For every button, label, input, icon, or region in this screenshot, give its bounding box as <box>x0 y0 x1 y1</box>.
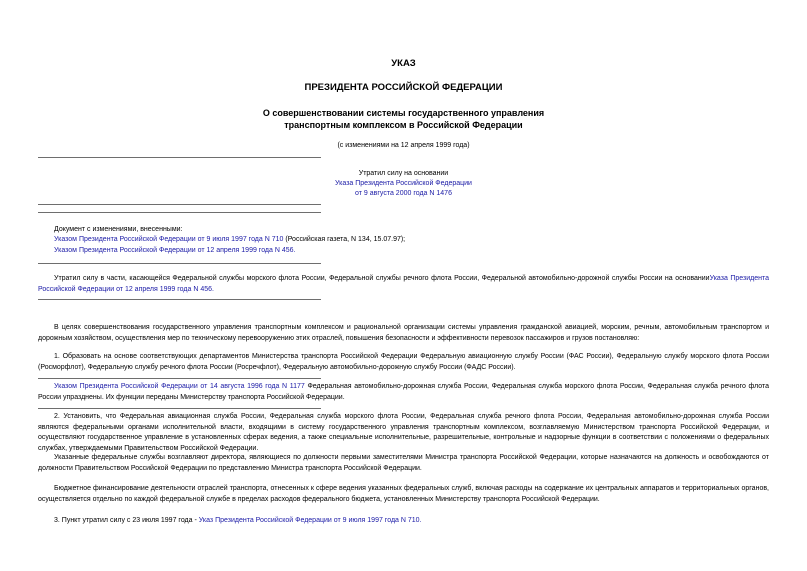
item-3-text: 3. Пункт утратил силу с 23 июля 1997 года - <box>54 517 199 524</box>
divider <box>38 408 321 409</box>
divider <box>38 204 321 205</box>
note-1-paragraph <box>38 382 769 403</box>
preamble-paragraph: В целях совершенствования государственного управления транспортным комплексом и рациональной организации системы управления гражданской авиацией, морским, речным, автомобильным транспортом и дорожным хозяйством, осуществления мер по техническому перевооружению этих отраслей, повышения безопасности и эффективности перевозок пассажиров и грузов постановляю: <box>38 324 769 342</box>
partial-void-text: Утратил силу в части, касающейся Федеральной службы морского флота России, Федеральной службы речного флота России, Федеральной автомобильно-дорожной службы России на основании <box>54 275 710 282</box>
item-1-paragraph: 1. Образовать на основе соответствующих департаментов Министерства транспорта Российской Федерации Федеральную авиационную службу России (ФАС России), Федеральную службу морского флота России (Росморфлот), Федеральную службу речного флота России (Росречфлот), Федеральную автомобильно-дорожную службу России (ФАДС России). <box>38 353 769 371</box>
void-notice-link-2[interactable]: от 9 августа 2000 года N 1476 <box>355 190 452 197</box>
title-line-2: транспортным комплексом в Российской Федерации <box>284 120 523 130</box>
amended-doc-item-1-source: (Российская газета, N 134, 15.07.97); <box>283 236 406 243</box>
divider <box>38 212 321 213</box>
president-heading: ПРЕЗИДЕНТА РОССИЙСКОЙ ФЕДЕРАЦИИ <box>304 82 503 93</box>
note-1-link[interactable]: Указом Президента Российской Федерации от 14 августа 1996 года N 1177 <box>54 383 305 390</box>
amended-doc-item-1 <box>54 236 405 243</box>
amended-doc-link-1[interactable]: Указом Президента Российской Федерации от 9 июля 1997 года N 710 <box>54 236 284 243</box>
amended-doc-label: Документ с изменениями, внесенными: <box>54 226 183 233</box>
divider <box>38 263 321 264</box>
item-3-link[interactable]: Указ Президента Российской Федерации от 9 июля 1997 года N 710. <box>198 517 422 524</box>
partial-void-notice <box>38 274 769 295</box>
partial-void-link[interactable]: Указа Президента Российской Федерации от 12 апреля 1999 года N 456. <box>38 275 770 293</box>
divider <box>38 299 321 300</box>
note-1-text: Федеральная автомобильно-дорожная служба России, Федеральная служба морского флота России, Федеральная служба речного флота России упразднены. Их функции переданы Министерству транспорта Российской Федерации. <box>38 383 769 401</box>
amendments-note: (с изменениями на 12 апреля 1999 года) <box>337 142 470 149</box>
void-notice-link-1[interactable]: Указа Президента Российской Федерации <box>335 180 472 187</box>
decree-heading: УКАЗ <box>391 58 416 69</box>
divider <box>38 378 321 379</box>
title-line-1: О совершенствовании системы государственного управления <box>262 108 545 118</box>
item-2-paragraph-2: Указанные федеральные службы возглавляют директора, являющиеся по должности первыми заместителями Министра транспорта Российской Федерации, которые назначаются на должность и освобождаются от должности Правительством Российской Федерации по представлению Министра транспорта Российской Федерации. <box>38 454 769 472</box>
amended-doc-link-2[interactable]: Указом Президента Российской Федерации от 12 апреля 1999 года N 456. <box>54 247 296 254</box>
item-2-paragraph-3: Бюджетное финансирование деятельности отраслей транспорта, отнесенных к сфере ведения указанных федеральных служб, включая расходы на содержание их центральных аппаратов и территориальных органов, осуществляется отдельно по каждой федеральной службе в пределах расходов федерального бюджета, установленных Министерству транспорта Российской Федерации. <box>38 485 769 503</box>
divider <box>38 157 321 158</box>
item-2-paragraph: 2. Установить, что Федеральная авиационная служба России, Федеральная служба морского флота России, Федеральная служба речного флота России, Федеральная автомобильно-дорожная служба России являются федеральными органами исполнительной власти, входящими в систему государственного управления транспортным комплексом, возглавляемую Министерством транспорта Российской Федерации, и осуществляют государственное управление в установленных сферах ведения, а также специальные исполнительные, разрешительные, контрольные и надзорные функции в соответствии с положениями о федеральных службах, утверждаемыми Правительством Российской Федерации. <box>38 413 769 452</box>
void-notice-line: Утратил силу на основании <box>358 170 449 177</box>
item-3-paragraph <box>38 516 769 527</box>
